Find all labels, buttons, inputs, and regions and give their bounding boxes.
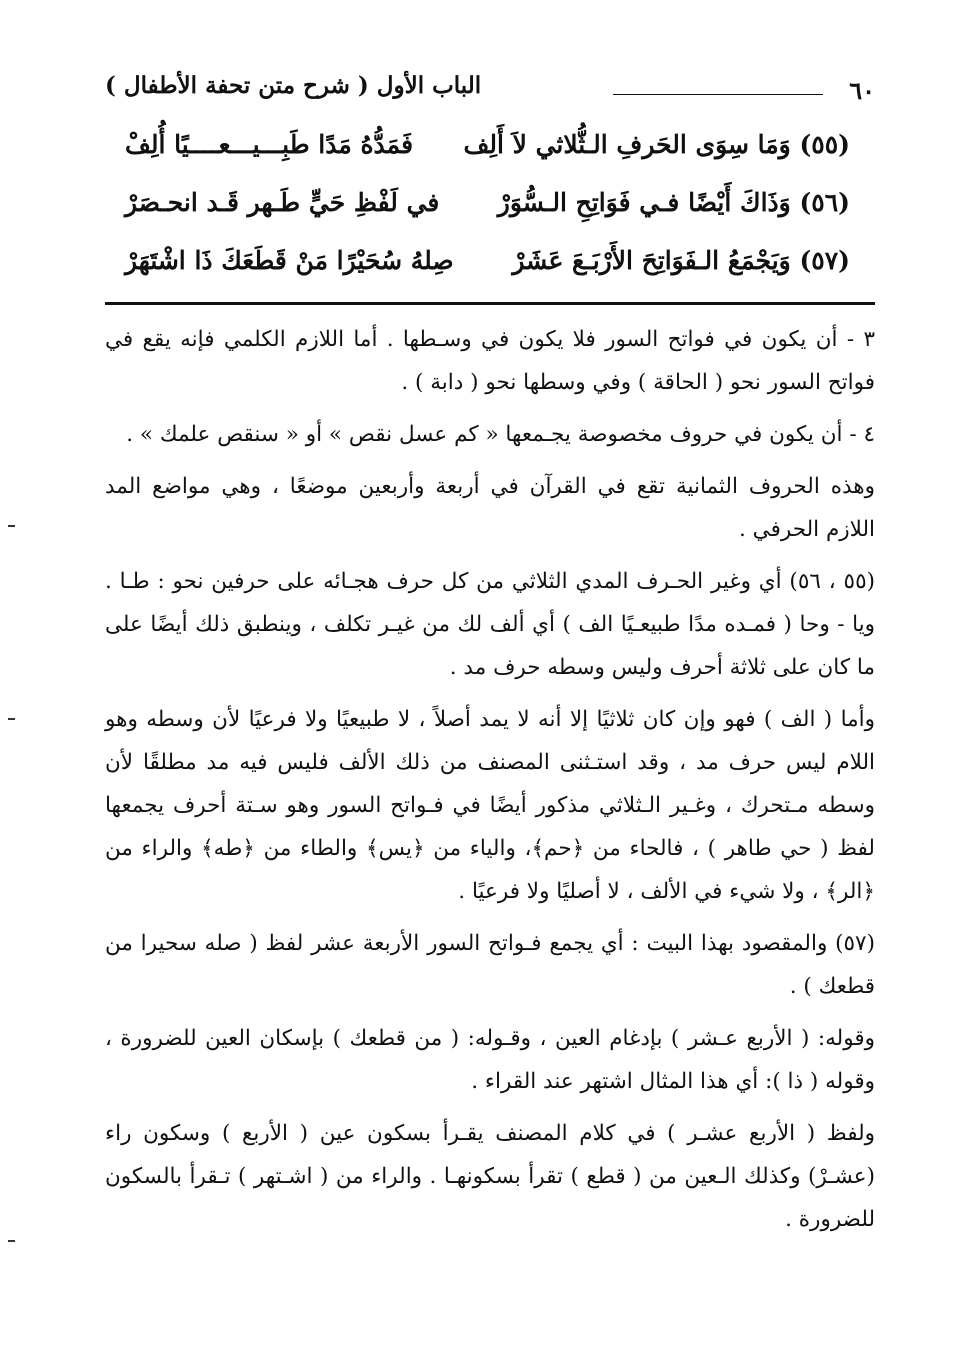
- verse-first-hemistich: (٥٥) وَمَا سِوَى الحَرفِ الـثُّلاثي لاَ أَلِف: [463, 130, 850, 159]
- paragraph: ٤ - أن يكون في حروف مخصوصة يجـمعها « كم عسل نقص » أو « سنقص علمك » .: [126, 422, 875, 447]
- verse-row: [125, 188, 850, 246]
- paragraph: ٣ - أن يكون في فواتح السور فلا يكون في وسـطها . أما اللازم الكلمي فإنه يقع في فواتح السور نحو ( الحاقة ) وفي وسطها نحو ( دابة ) .: [105, 327, 875, 395]
- paragraph: وأما ( الف ) فهو وإن كان ثلاثيًا إلا أنه لا يمد أصلاً ، لا طبيعيًا ولا فرعيًا لأن وسطه وهو اللام ليس حرف مد ، وقد استـثنى المصنف من ذلك الألف فليس فيه مد مطلقًا لأن وسطه مـتحرك ، وغـير الـثلاثي مذكور أيضًا في فـواتح السور وهو سـتة أحرف يجمعها لفظ ( حي طاهر ) ، فالحاء من ﴿حم﴾، والياء من ﴿يس﴾ والطاء من ﴿طه﴾ والراء من ﴿الر﴾ ، ولا شيء في الألف ، لا أصليًا ولا فرعيًا .: [105, 707, 875, 904]
- scan-margin-mark: [8, 1240, 15, 1242]
- page-number: ٦٠: [849, 76, 875, 105]
- paragraph: (٥٧) والمقصود بهذا البيت : أي يجمع فـواتح السور الأربعة عشر لفظ ( صله سحيرا من قطعك ) .: [105, 931, 875, 999]
- paragraph: وهذه الحروف الثمانية تقع في القرآن في أربعة وأربعين موضعًا ، وهي مواضع المد اللازم الحرفي .: [105, 474, 875, 542]
- chapter-title: الباب الأول ( شرح متن تحفة الأطفال ): [105, 72, 482, 99]
- header-rule: [613, 94, 823, 95]
- verse-first-hemistich: (٥٦) وَذَاكَ أَيْضًا فـي فَوَاتِحِ الـسُّوَرْ: [497, 188, 850, 217]
- verse-second-hemistich: صِلهُ سُحَيْرًا مَنْ قَطَعَكَ ذَا اشْتَهَرْ: [125, 246, 454, 275]
- paragraph: (٥٥ ، ٥٦) أي وغير الحـرف المدي الثلاثي من كل حرف هجـائه على حرفين نحو : طـا . ويا - وحا ( فمـده مدًا طبيعـيًا الف ) أي ألف لك من غيـر تكلف ، وينطبق ذلك أيضًا على ما كان على ثلاثة أحرف وليس وسطه حرف مد .: [105, 569, 876, 680]
- paragraph: وقوله: ( الأربع عـشر ) بإدغام العين ، وقـوله: ( من قطعك ) بإسكان العين للضرورة ، وقوله ( ذا ): أي هذا المثال اشتهر عند القراء .: [105, 1026, 875, 1094]
- paragraph: ولفظ ( الأربع عشـر ) في كلام المصنف يقـرأ بسكون عين ( الأربع ) وسكون راء (عشـرْ) وكذلك الـعين من ( قطع ) تقرأ بسكونهـا . والراء من ( اشـتهر ) تـقرأ بالسكون للضرورة .: [105, 1121, 875, 1232]
- commentary-text: [105, 318, 875, 1250]
- verse-second-hemistich: في لَفْظِ حَيٍّ طَـهر قَـد انحـصَرْ: [125, 188, 440, 217]
- verse-first-hemistich: (٥٧) وَيَجْمَعُ الـفَوَاتِحَ الأَرْبَـعَ عَشَرْ: [512, 246, 850, 275]
- verse-row: [125, 246, 850, 304]
- scan-margin-mark: [8, 718, 15, 720]
- scan-margin-mark: [8, 525, 15, 527]
- page-header: [105, 70, 875, 110]
- poem-verses: [125, 130, 850, 304]
- section-divider: [105, 302, 875, 305]
- verse-second-hemistich: فَمَدُّهُ مَدًا طَبِـــيـــعــــيًا أُلِفْ: [125, 130, 414, 159]
- verse-row: [125, 130, 850, 188]
